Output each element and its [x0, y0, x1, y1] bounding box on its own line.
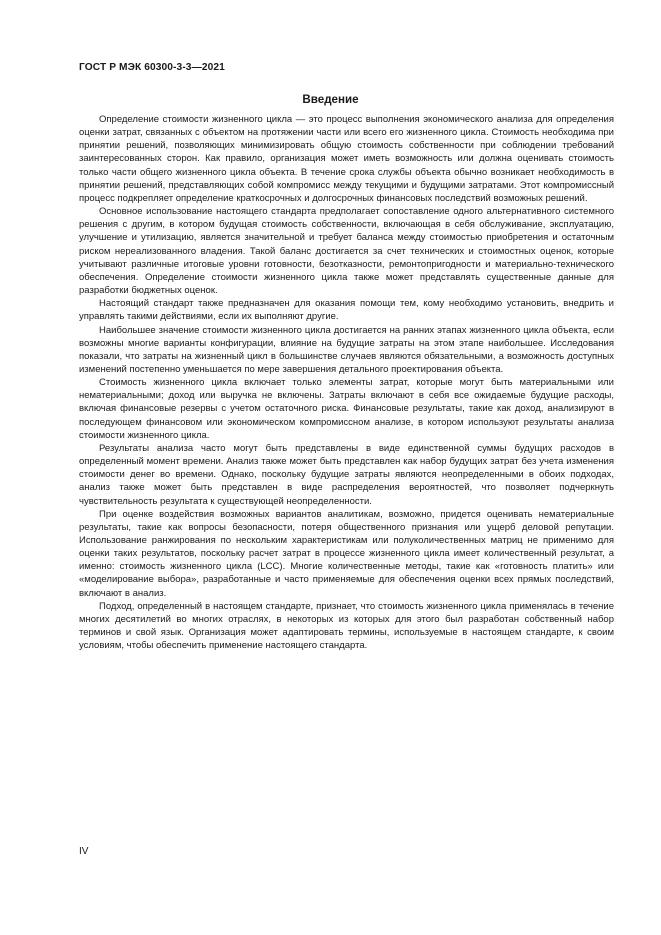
paragraph: При оценке воздействия возможных вариантов аналитикам, возможно, придется оценивать нематериальные результаты, такие как вопросы безопасности, потеря общественного признания или ущерб деловой репутации. Использование ранжирования по нескольким характеристикам или полуколичественных матриц не применимо для оценки таких результатов, поскольку расчет затрат в процессе жизненного цикла имеет количественный результат, а именно: стоимость жизненного цикла (LCC). Многие количественные методы, такие как «готовность платить» или «моделирование выбора», разработанные и часто применяемые для обеспечения оценки всех прямых последствий, включают в анализ. — [79, 508, 614, 599]
document-header-standard-id: ГОСТ Р МЭК 60300-3-3—2021 — [79, 62, 225, 73]
paragraph: Определение стоимости жизненного цикла — это процесс выполнения экономического анализа для определения оценки затрат, связанных с объектом на протяжении части или всего его жизненного цикла. Стоимость необходима при принятии решений, позволяющих минимизировать общую стоимость собственности при соблюдении требований заинтересованных сторон. Как правило, организация может иметь возможность или должна оценивать стоимость только части общего жизненного цикла объекта. В течение срока службы объекта обычно возникает необходимость в принятии решений, представляющих собой компромисс между текущими и будущими затратами. Этот компромиссный процесс подкрепляет определение краткосрочных и долгосрочных финансовых последствий возможных решений. — [79, 114, 614, 204]
paragraph: Настоящий стандарт также предназначен для оказания помощи тем, кому необходимо установить, внедрить и управлять такими действиями, если их выполняют другие. — [79, 298, 614, 323]
paragraph: Основное использование настоящего стандарта предполагает сопоставление одного альтернативного системного решения с другим, в котором будущая стоимость собственности, включающая в себя обслуживание, эксплуатацию, улучшение и утилизацию, является значительной и требует баланса между стоимостью приобретения и остаточным риском нереализованного владения. Такой баланс достигается за счет технических и стоимостных оценок, которые учитывают различные итоговые уровни готовности, безотказности, ремонтопригодности и материально-технического обеспечения. Определение стоимости жизненного цикла также может представлять существенные данные для разработки бюджетных оценок. — [79, 206, 614, 297]
paragraph: Стоимость жизненного цикла включает только элементы затрат, которые могут быть материальными или нематериальными; доход или выручка не включены. Затраты включают в себя все ожидаемые будущие расходы, включая финансовые резервы с учетом остаточного риска. Финансовые результаты, такие как доход, анализируют в последующем финансовом или экономическом компромиссном анализе, в котором используют результаты анализа стоимости жизненного цикла. — [79, 377, 614, 441]
paragraph: Наибольшее значение стоимости жизненного цикла достигается на ранних этапах жизненного цикла объекта, если возможны многие варианты конфигурации, влияние на будущие затраты на этом этапе наибольшее. Исследования показали, что затраты на жизненный цикл в большинстве случаев являются обязательными, а возможность доступных изменений постепенно уменьшается по мере завершения детального проектирования объекта. — [79, 324, 614, 375]
section-title: Введение — [302, 93, 359, 106]
paragraph: Результаты анализа часто могут быть представлены в виде единственной суммы будущих расходов в определенный момент времени. Анализ также может быть представлен как набор будущих затрат без учета изменения стоимости денег во времени. Однако, поскольку будущие затраты являются неопределенными в обоих подходах, анализ также может быть представлен в виде распределения вероятностей, что позволяет подчеркнуть чувствительность результата к существующей неопределенности. — [79, 442, 614, 507]
body-text — [79, 113, 614, 652]
paragraph: Подход, определенный в настоящем стандарте, признает, что стоимость жизненного цикла применялась в течение многих десятилетий во многих отраслях, в некоторых из которых для этого был разработан собственный набор терминов и свой язык. Организация может адаптировать термины, используемые в настоящем стандарте, к своим условиям, чтобы обеспечить применение настоящего стандарта. — [79, 600, 614, 652]
page-number: IV — [79, 846, 89, 857]
